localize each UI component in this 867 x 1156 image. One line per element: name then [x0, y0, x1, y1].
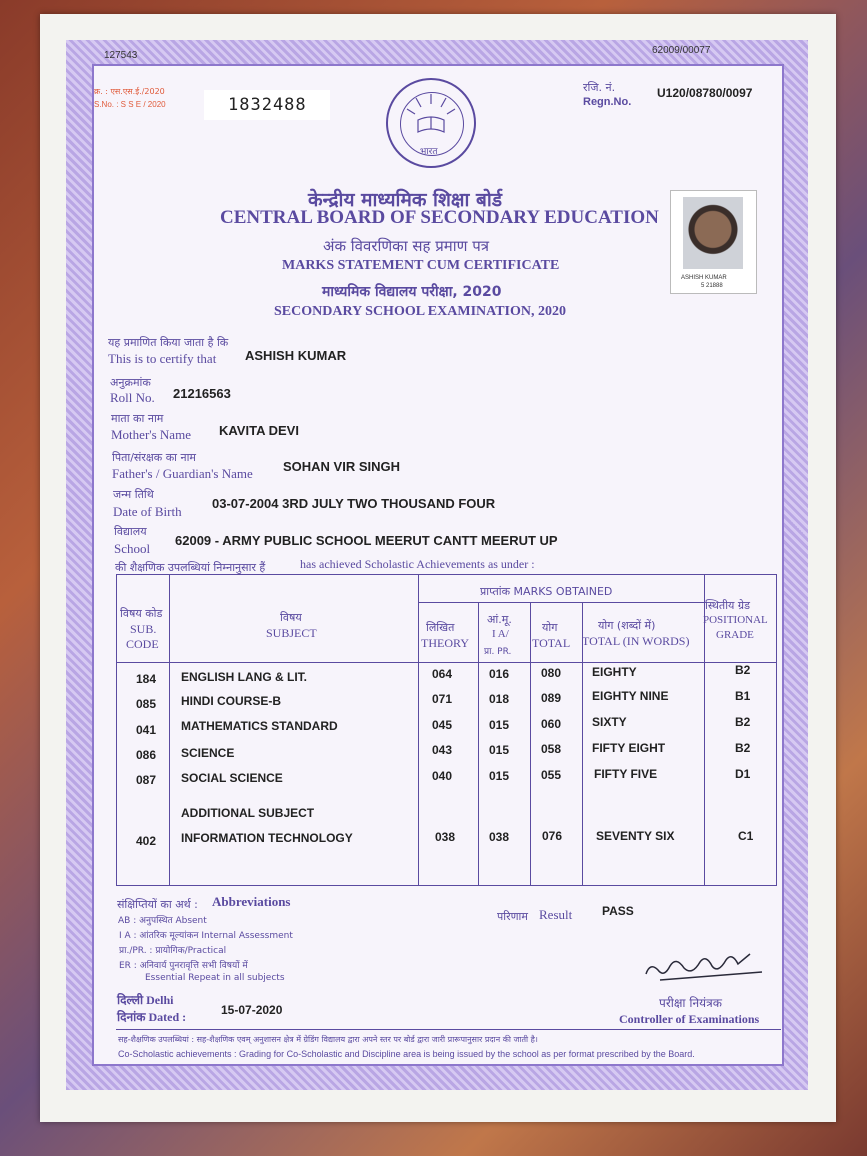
- controller-signature-icon: [640, 944, 770, 988]
- row-theory: 038: [435, 830, 456, 844]
- abbrev-er: ER : अनिवार्य पुनरावृत्ति सभी विषयों में: [119, 961, 248, 971]
- row-grade: B2: [735, 741, 751, 755]
- row-subject: INFORMATION TECHNOLOGY: [181, 831, 353, 845]
- photo-caption-name: ASHISH KUMAR: [681, 275, 727, 281]
- result-value: PASS: [602, 904, 634, 918]
- row-words: EIGHTY: [592, 665, 637, 679]
- controller-title-en: Controller of Examinations: [619, 1012, 760, 1026]
- abbrev-ab: AB : अनुपस्थित Absent: [118, 916, 207, 926]
- place: दिल्ली Delhi: [117, 993, 174, 1007]
- row-code: 402: [136, 834, 157, 848]
- row-ia: 038: [489, 830, 510, 844]
- abbrev-ia: I A : आंतरिक मूल्यांकन Internal Assessment: [119, 931, 293, 941]
- certify-label-hi: यह प्रमाणित किया जाता है कि: [108, 336, 229, 349]
- photo-caption-roll: 5 21888: [701, 283, 723, 289]
- controller-title-hi: परीक्षा नियंत्रक: [659, 996, 722, 1010]
- father-name: SOHAN VIR SINGH: [283, 459, 401, 474]
- hdr-words-hi: योग (शब्दों में): [598, 619, 656, 632]
- row-subject: HINDI COURSE-B: [181, 694, 282, 708]
- row-words: FIFTY EIGHT: [592, 741, 666, 755]
- hdr-theory-hi: लिखित: [426, 621, 455, 634]
- abbrev-er-en: Essential Repeat in all subjects: [145, 973, 285, 983]
- student-photo: [670, 190, 757, 294]
- row-grade: B1: [735, 689, 751, 703]
- hdr-grade-en1: POSITIONAL: [703, 614, 768, 626]
- row-theory: 071: [432, 692, 453, 706]
- row-grade: D1: [735, 767, 751, 781]
- row-subject: MATHEMATICS STANDARD: [181, 719, 338, 733]
- row-grade: B2: [735, 663, 751, 677]
- student-face-image: [683, 197, 743, 269]
- row-theory: 040: [432, 769, 453, 783]
- row-ia: 015: [489, 769, 510, 783]
- abbrev-title-en: Abbreviations: [212, 894, 291, 909]
- issue-date: 15-07-2020: [221, 1003, 283, 1017]
- row-total: 060: [541, 717, 562, 731]
- serial-left: 127543: [104, 50, 138, 61]
- footer-divider: [116, 1029, 781, 1030]
- row-subject: SCIENCE: [181, 746, 235, 760]
- emblem-text: भारत: [420, 147, 438, 157]
- hdr-subject-en: SUBJECT: [266, 626, 317, 640]
- cert-title-en: MARKS STATEMENT CUM CERTIFICATE: [282, 258, 560, 273]
- serial-right: 62009/00077: [652, 45, 711, 56]
- date-of-birth: 03-07-2004 3RD JULY TWO THOUSAND FOUR: [212, 496, 496, 511]
- achieved-label-hi: की शैक्षणिक उपलब्धियां निम्नानुसार हैं: [115, 561, 266, 574]
- achieved-label-en: has achieved Scholastic Achievements as under :: [300, 557, 535, 571]
- hdr-grade-en2: GRADE: [716, 629, 754, 641]
- board-name-en: CENTRAL BOARD OF SECONDARY EDUCATION: [220, 207, 659, 228]
- hdr-words-en: TOTAL (IN WORDS): [582, 634, 690, 648]
- regn-label-hi: रजि. नं.: [583, 81, 616, 94]
- mother-label-hi: माता का नाम: [111, 412, 164, 425]
- student-name: ASHISH KUMAR: [245, 348, 347, 363]
- dated-label: दिनांक Dated :: [117, 1010, 187, 1024]
- hdr-ia-pr: प्रा. PR.: [484, 647, 512, 657]
- row-words: FIFTY FIVE: [594, 767, 658, 781]
- row-code: 041: [136, 723, 157, 737]
- row-words: SEVENTY SIX: [596, 829, 675, 843]
- row-code: 087: [136, 773, 157, 787]
- mother-label-en: Mother's Name: [111, 427, 191, 442]
- row-ia: 015: [489, 743, 510, 757]
- certify-label-en: This is to certify that: [108, 351, 217, 366]
- row-grade: B2: [735, 715, 751, 729]
- hdr-total-hi: योग: [542, 621, 558, 634]
- father-label-en: Father's / Guardian's Name: [112, 466, 253, 481]
- abbrev-pr: प्रा./PR. : प्रायोगिक/Practical: [119, 946, 227, 956]
- row-words: EIGHTY NINE: [592, 689, 669, 703]
- cert-title-hi: अंक विवरणिका सह प्रमाण पत्र: [323, 237, 490, 255]
- hdr-marks: प्राप्तांक MARKS OBTAINED: [480, 585, 613, 598]
- row-subject: ENGLISH LANG & LIT.: [181, 670, 307, 684]
- result-label-hi: परिणाम: [497, 910, 528, 923]
- footer-note-hi: सह-शैक्षणिक उपलब्धियां : सह-शैक्षणिक एवम् अनुशासन क्षेत्र में ग्रेडिंग विद्यालय द्वारा अपने स्तर पर बोर्ड द्वारा जारी प्रारूपानुसार प्रदान की जाती है।: [118, 1035, 538, 1044]
- dob-label-hi: जन्म तिथि: [113, 488, 154, 501]
- result-label-en: Result: [539, 907, 573, 922]
- cbse-emblem-icon: [386, 78, 476, 168]
- school-label-en: School: [114, 541, 151, 556]
- sr-no-value: 1832488: [228, 95, 307, 115]
- hdr-ia-hi: आं.मू.: [487, 613, 512, 626]
- school-label-hi: विद्यालय: [114, 525, 147, 538]
- school-name: 62009 - ARMY PUBLIC SCHOOL MEERUT CANTT MEERUT UP: [175, 533, 558, 548]
- row-total: 080: [541, 666, 562, 680]
- lamp-book-icon: [388, 80, 474, 166]
- hdr-subject-hi: विषय: [280, 611, 302, 624]
- hdr-code-en2: CODE: [126, 637, 159, 651]
- hdr-theory-en: THEORY: [421, 636, 469, 650]
- row-total: 076: [542, 829, 563, 843]
- roll-label-hi: अनुक्रमांक: [110, 376, 151, 389]
- roll-label-en: Roll No.: [110, 390, 155, 405]
- row-total: 055: [541, 768, 562, 782]
- sr-no-label-en: S.No. : S S E / 2020: [94, 100, 166, 109]
- row-ia: 018: [489, 692, 510, 706]
- hdr-ia-en: I A/: [492, 628, 509, 640]
- hdr-grade-hi: स्थितीय ग्रेड: [705, 599, 751, 612]
- additional-subject-label: ADDITIONAL SUBJECT: [181, 806, 315, 820]
- row-theory: 064: [432, 667, 453, 681]
- row-ia: 016: [489, 667, 510, 681]
- father-label-hi: पिता/संरक्षक का नाम: [112, 451, 197, 464]
- exam-title-hi: माध्यमिक विद्यालय परीक्षा, 2020: [322, 284, 502, 300]
- row-theory: 043: [432, 743, 453, 757]
- mother-name: KAVITA DEVI: [219, 423, 299, 438]
- row-theory: 045: [432, 718, 453, 732]
- abbrev-title-hi: संक्षिप्तियों का अर्थ :: [117, 898, 198, 911]
- regn-label-en: Regn.No.: [583, 96, 632, 108]
- board-name-hi: केन्द्रीय माध्यमिक शिक्षा बोर्ड: [308, 189, 502, 211]
- row-code: 086: [136, 748, 157, 762]
- hdr-code-hi: विषय कोड: [120, 607, 163, 620]
- hdr-code-en1: SUB.: [130, 622, 157, 636]
- roll-number: 21216563: [173, 386, 231, 401]
- row-total: 089: [541, 691, 562, 705]
- dob-label-en: Date of Birth: [113, 504, 182, 519]
- regn-value: U120/08780/0097: [657, 86, 753, 100]
- sr-no-label-hi: क्र. : एस.एस.ई./2020: [94, 87, 165, 96]
- hdr-total-en: TOTAL: [532, 636, 571, 650]
- exam-title-en: SECONDARY SCHOOL EXAMINATION, 2020: [274, 304, 566, 319]
- row-total: 058: [541, 742, 562, 756]
- row-subject: SOCIAL SCIENCE: [181, 771, 283, 785]
- row-code: 184: [136, 672, 157, 686]
- row-grade: C1: [738, 829, 754, 843]
- footer-note-en: Co-Scholastic achievements : Grading for Co-Scholastic and Discipline area is being issued by the school as per format prescribed by the Board.: [118, 1049, 695, 1059]
- row-words: SIXTY: [592, 715, 627, 729]
- row-ia: 015: [489, 718, 510, 732]
- row-code: 085: [136, 697, 157, 711]
